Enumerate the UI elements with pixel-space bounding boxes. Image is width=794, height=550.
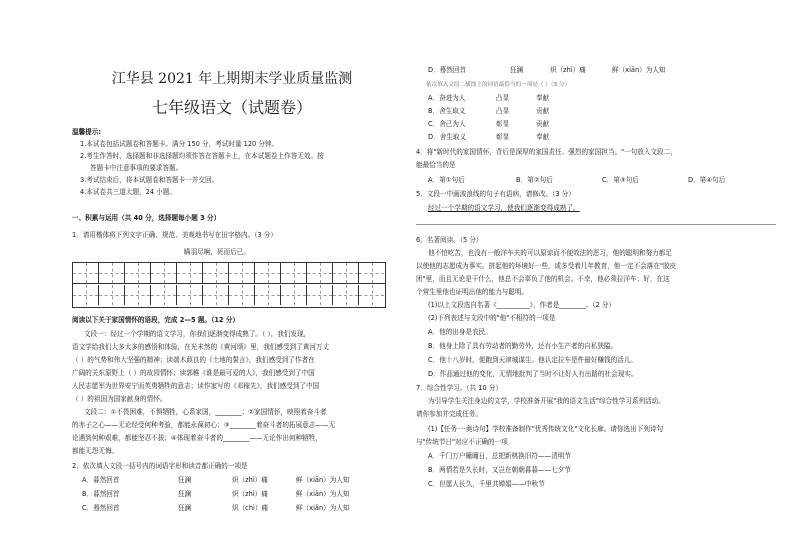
paragraph-line: 的赤子之心——无论经受何种考验，都能永葆初心；③________着奋斗者的拓展意志——无	[72, 421, 336, 429]
notice-heading: 温馨提示:	[72, 128, 102, 136]
option-label: D．第④句后	[688, 176, 726, 184]
option-label: C．第③句后	[602, 176, 639, 184]
notice-line: 答题卡中注意事项的要求答题。	[90, 164, 183, 172]
grid-cell[interactable]	[125, 263, 151, 283]
grid-guide	[294, 263, 295, 283]
grid-guide	[216, 263, 217, 283]
option-word: 鲜（xiǎn）为人知	[296, 490, 350, 498]
option-word: 狂澜	[178, 476, 192, 484]
option-word: 鲜（xiān）为人知	[612, 66, 666, 74]
paragraph-line: 文段一：经过一个学期的语文学习，你我们逐渐变得成熟了。（ ），我们发现，	[84, 330, 311, 338]
grid-guide	[320, 263, 321, 283]
question-6-2: (2)下列表述与文段中的"他"不相符的一项是	[428, 314, 556, 322]
grid-cell[interactable]	[151, 263, 177, 283]
paragraph-line: 论遇到何种艰难，都能坚忍不拔；④体现着奋斗者的________——无论作出何种牺牲，	[72, 434, 322, 442]
option-word: 炽（zhì）痛	[232, 490, 268, 498]
option-label: A．第①句后	[428, 176, 465, 184]
option-word: 狂澜	[178, 504, 192, 512]
grid-cell[interactable]	[255, 285, 281, 305]
option-word: 狂澜	[178, 490, 192, 498]
grid-cell[interactable]	[281, 263, 307, 283]
grid-cell[interactable]	[151, 285, 177, 305]
grid-guide	[346, 263, 347, 283]
writing-grid[interactable]	[72, 262, 386, 308]
paragraph-line: 都能无怨无悔。	[72, 447, 119, 455]
right-page	[416, 0, 776, 550]
grid-guide	[86, 263, 87, 283]
question-7-1-cont: 与"传统节日"对应不正确的一项	[416, 438, 508, 446]
grid-cell[interactable]	[359, 263, 384, 283]
paragraph-line: （ ）的气势和伟大坚强的精神；读端木蕻良的《土地的誓言》，我们感受到了作者在	[72, 356, 315, 364]
grid-guide	[216, 285, 217, 305]
question-7: 7．综合性学习。（共 10 分）	[416, 384, 503, 392]
grid-guide	[190, 285, 191, 305]
paragraph-line: 语文学给我们大多太多的感悟和体验，在光未然的《黄河颂》里，我们感受到了黄河万丈	[72, 343, 330, 351]
grid-cell[interactable]	[203, 285, 229, 305]
grid-guide	[138, 285, 139, 305]
option-line: A．千门万户曈曈日，总把新桃换旧符——清明节	[428, 452, 571, 460]
option-label: C．蓦然回首	[82, 504, 120, 512]
option-line: C．他十八岁时，便跑到天津城谋生。他认定拉车是件最好赚钱的活儿。	[428, 356, 638, 364]
option-word: 鲜（xiǎn）为人知	[296, 504, 350, 512]
grid-guide	[112, 263, 113, 283]
notice-line: 4.本试卷共三道大题，24 小题。	[80, 188, 176, 196]
exam-subject-title: 七年级语文（试题卷）	[151, 98, 312, 117]
option-label: D．蓦然回首	[428, 66, 467, 74]
question-7-intro: 请你参加并完成任务。	[416, 410, 482, 418]
question-1: 1．请用楷体将下列文字正确、规范、美观地书写在田字格内。（3 分）	[72, 231, 277, 239]
option-label: B．第②句后	[516, 176, 553, 184]
question-6-1: (1)以上文段选自名著《__________》，作者是________。（2 分）	[428, 301, 616, 309]
option-word: 狂澜	[510, 66, 524, 74]
option-word: 鲜（xiān）为人知	[296, 476, 350, 484]
question-7-intro: 为引导学生关注身边的文学，学校准备开展"我的语文生活"综合性学习系列活动。	[428, 397, 665, 405]
paragraph-line: 广阔的关东原野上（ ）的故园情怀；读郭稚《谁是最可爱的人》，我们感受到了中国	[72, 369, 315, 377]
grid-cell[interactable]	[359, 285, 384, 305]
option-word: 奉献	[536, 94, 550, 102]
paragraph-line: 文段二：①不畏困难，不惧牺牲，心系家国，________；②家国情怀，映照着奋斗者	[84, 408, 327, 416]
grid-guide	[138, 263, 139, 283]
grid-cell[interactable]	[177, 263, 203, 283]
grid-cell[interactable]	[73, 263, 99, 283]
grid-cell[interactable]	[333, 285, 359, 305]
grid-cell[interactable]	[255, 263, 281, 283]
section-heading: 一、积累与运用（共 40 分，选择题每小题 3 分）	[72, 214, 221, 222]
grid-guide	[242, 285, 243, 305]
option-label: C．舍己为人	[428, 120, 466, 128]
reading-intro: 阅读以下关于家国情怀的语段，完成 2—5 题。（12 分）	[72, 316, 240, 324]
grid-guide	[320, 285, 321, 305]
paragraph-line: 团"里，而且无论是干什么，他总不会辜负了他的机会。不幸，他必须拉洋车；好，在这	[416, 275, 670, 283]
question-4-cont: 能最恰当的是	[416, 161, 456, 169]
question-3: 依次填入文段二横线上的词语最恰当的一项是（ ）（3 分）	[426, 82, 571, 88]
grid-cell[interactable]	[99, 263, 125, 283]
option-label: D．舍生取义	[428, 133, 467, 141]
paragraph-line: 以使他的志愿成为事实。拼起他的环境好一些，或多受着几年教育，他一定不会落在"胶皮	[416, 262, 677, 270]
paragraph-line: 个营生里他也证明出他的能力与聪明。	[416, 288, 529, 296]
grid-cell[interactable]	[73, 285, 99, 305]
paragraph-line: 人民志愿军为世界安宁而英勇牺牲的意志；读作家写的《邓稼先》，我们感受到了中国	[72, 382, 320, 390]
question-5: 5．文段一中画波浪线的句子有语病，请修改。（3 分）	[416, 190, 575, 198]
grid-row	[73, 263, 385, 284]
option-word: 炽（chì）痛	[232, 504, 269, 512]
left-page	[72, 0, 392, 550]
grid-guide	[372, 285, 373, 305]
paragraph-line: 他不怕吃苦，也没有一般洋车夫的可以原谅而不便效法的恶习，他的聪明和努力都足	[428, 249, 672, 257]
question-2: 2．依次填入文段一括号内的词语字形和读音都正确的一项是	[72, 462, 248, 470]
option-word: 炽（zhì）痛	[232, 476, 268, 484]
grid-guide	[190, 263, 191, 283]
option-label: B．暮然回首	[82, 490, 120, 498]
grid-guide	[164, 263, 165, 283]
grid-guide	[86, 285, 87, 305]
question-6: 6．名著阅读。（5 分）	[416, 236, 483, 244]
notice-line: 3.考试结束后，将本试题卷和答题卡一并交回。	[80, 176, 219, 184]
grid-cell[interactable]	[229, 285, 255, 305]
grid-cell[interactable]	[177, 285, 203, 305]
grid-guide	[164, 285, 165, 305]
option-line: B．他身上除了具有劳动者的勤劳外，还有小生产者的自私狭隘。	[428, 342, 618, 350]
grid-cell[interactable]	[307, 285, 333, 305]
notice-line: 2.考生作答时，选择题和非选择题均须作答在答题卡上，在本试题卷上作答无效。按	[80, 152, 324, 160]
grid-cell[interactable]	[281, 285, 307, 305]
option-line: B．两情若是久长时，又岂在朝朝暮暮——七夕节	[428, 466, 571, 474]
question-1-text: 瞒羽尽啊，死而后已。	[184, 248, 250, 256]
option-label: B．舍生取义	[428, 107, 466, 115]
grid-row	[73, 285, 385, 305]
option-line: D．作品通过他的变化，无情地批判了当时不让好人有出路的社会现实。	[428, 370, 638, 378]
paragraph-line: （ ）的祖国为国家献身的情怀。	[72, 395, 167, 403]
grid-cell[interactable]	[229, 263, 255, 283]
grid-cell[interactable]	[307, 263, 333, 283]
option-word: 贡献	[536, 120, 550, 128]
answer-line	[416, 224, 776, 225]
option-word: 奉献	[536, 133, 550, 141]
option-word: 凸显	[496, 94, 510, 102]
option-label: A．奋进为人	[428, 94, 466, 102]
question-7-1: (1)【任务一·奥诗句】学校准备制作"优秀传统文化"文化长廊。请你选出下列诗句	[428, 425, 664, 433]
grid-guide	[294, 285, 295, 305]
question-5-sentence: 经过一个学期的语文学习，使我们逐渐变得成熟了。	[428, 204, 580, 212]
grid-guide	[372, 263, 373, 283]
option-word: 彰显	[496, 133, 510, 141]
grid-cell[interactable]	[333, 263, 359, 283]
grid-guide	[112, 285, 113, 305]
option-line: C．但愿人长久，千里共婵娟——中秋节	[428, 480, 545, 488]
grid-guide	[346, 285, 347, 305]
exam-school-title: 江华县 2021 年上期期末学业质量监测	[111, 71, 353, 87]
option-word: 彰显	[496, 120, 510, 128]
grid-cell[interactable]	[203, 263, 229, 283]
question-4: 4．将"新时代的家国情怀，背后是深厚的家国责任、强烈的家国担当。"一句放入文段二，	[416, 148, 677, 156]
grid-cell[interactable]	[125, 285, 151, 305]
grid-guide	[242, 263, 243, 283]
option-label: A．暮然回首	[82, 476, 120, 484]
option-line: A．他的出身是农民。	[428, 328, 492, 336]
grid-guide	[268, 263, 269, 283]
option-word: 贡献	[536, 107, 550, 115]
grid-cell[interactable]	[99, 285, 125, 305]
notice-line: 1.本试卷包括试题卷和答题卡。满分 150 分，考试时量 120 分钟。	[80, 140, 279, 148]
option-word: 炽（zhì）痛	[550, 66, 586, 74]
option-word: 凸显	[496, 107, 510, 115]
grid-guide	[268, 285, 269, 305]
